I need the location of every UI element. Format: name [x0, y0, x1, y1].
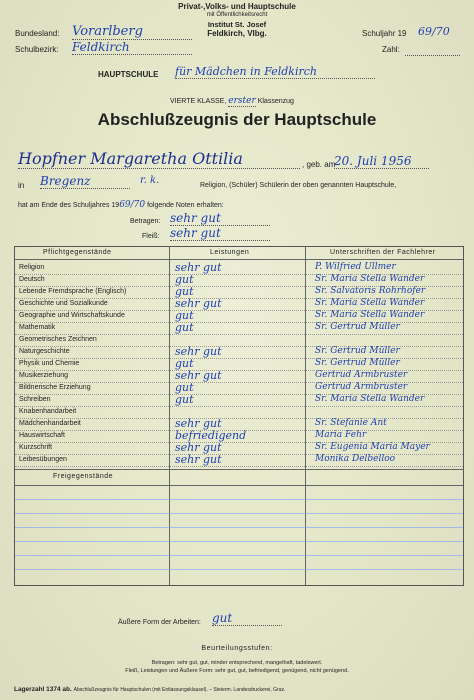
subject-name: Knabenhandarbeit: [19, 408, 77, 415]
grade-value: gut: [175, 273, 194, 286]
grade-value: gut: [175, 321, 194, 334]
teacher-signature: Sr. Gertrud Müller: [315, 346, 400, 356]
grade-value: sehr gut: [175, 441, 222, 454]
schuljahr-label: Schuljahr 19: [362, 29, 407, 38]
teacher-signature: Maria Fehr: [315, 430, 367, 440]
subject-name: Deutsch: [19, 276, 45, 283]
grade-value: sehr gut: [175, 369, 222, 382]
subject-name: Schreiben: [19, 396, 51, 403]
subject-name: Musikerziehung: [19, 372, 69, 379]
religion-value: r. k.: [140, 175, 160, 186]
klasse-suffix: Klassenzug: [257, 98, 294, 105]
bundesland-value: Vorarlberg: [72, 24, 192, 40]
klasse-prefix: VIERTE KLASSE,: [170, 98, 227, 105]
freigegenstaende-label: Freigegenstände: [53, 473, 114, 480]
table-row: [15, 455, 463, 467]
grade-value: gut: [175, 357, 194, 370]
col-header-teachers: Unterschriften der Fachlehrer: [330, 249, 436, 256]
form-label: Äußere Form der Arbeiten:: [118, 619, 201, 626]
student-name: Hopfner Margaretha Ottilia: [18, 149, 300, 169]
certificate-title: Abschlußzeugnis der Hauptschule: [97, 110, 377, 129]
school-line-4: Feldkirch, Vlbg.: [207, 29, 267, 38]
fleiss-label: Fleiß:: [142, 233, 160, 240]
year-line: [18, 200, 224, 210]
subject-name: Bildnerische Erziehung: [19, 384, 91, 391]
subject-name: Hauswirtschaft: [19, 432, 65, 439]
teacher-signature: Sr. Stefanie Ant: [315, 418, 387, 428]
schuljahr-value: 69/70: [418, 25, 450, 38]
geb-label: , geb. am: [302, 160, 336, 169]
frei-line: [15, 499, 463, 500]
frei-line: [15, 555, 463, 556]
birthdate: 20. Juli 1956: [334, 154, 429, 169]
year-text-a: hat am Ende des Schuljahres 19: [18, 202, 120, 209]
subject-name: Mädchenhandarbeit: [19, 420, 81, 427]
teacher-signature: Sr. Maria Stella Wander: [315, 298, 425, 308]
teacher-signature: Sr. Maria Stella Wander: [315, 310, 425, 320]
frei-line: [15, 569, 463, 570]
beurteilung-title: Beurteilungsstufen:: [201, 645, 273, 652]
grade-value: sehr gut: [175, 453, 222, 466]
header-divider: [15, 259, 463, 260]
school-line-1: Privat-,Volks- und Hauptschule: [178, 2, 296, 11]
in-label: in: [18, 181, 25, 190]
klasse-line: [170, 96, 294, 106]
subject-name: Physik und Chemie: [19, 360, 80, 367]
year-value: 69/70: [119, 200, 146, 210]
grade-value: sehr gut: [175, 417, 222, 430]
beurteilung-line-2: Fleiß, Leistungen und Äußere Form: sehr gut, gut, befriedigend, genügend, nicht genügend.: [125, 668, 349, 674]
subject-name: Mathematik: [19, 324, 56, 331]
frei-line: [15, 541, 463, 542]
table-row: [15, 323, 463, 335]
grades-table: [14, 246, 464, 586]
grade-value: befriedigend: [175, 429, 247, 442]
teacher-signature: Sr. Maria Stella Wander: [315, 394, 425, 404]
grade-value: gut: [175, 309, 194, 322]
zahl-label: Zahl:: [382, 45, 400, 54]
teacher-signature: Sr. Eugenia Maria Mayer: [315, 442, 430, 452]
teacher-signature: Monika Delbelloo: [315, 454, 396, 464]
year-text-b: folgende Noten erhalten:: [147, 202, 224, 209]
teacher-signature: Sr. Gertrud Müller: [315, 358, 400, 368]
col-header-subjects: Pflichtgegenstände: [43, 249, 112, 256]
birthplace: Bregenz: [40, 174, 130, 189]
teacher-signature: P. Wilfried Ullmer: [315, 262, 396, 272]
frei-header-divider: [15, 485, 463, 486]
form-value: gut: [212, 611, 282, 626]
teacher-signature: Sr. Salvatoris Rohrhofer: [315, 286, 426, 296]
grade-value: gut: [175, 393, 194, 406]
lager-label: Lagerzahl 1374 ab.: [14, 686, 72, 693]
subject-name: Lebende Fremdsprache (Englisch): [19, 288, 127, 295]
printer-line: [14, 686, 285, 693]
fleiss-value: sehr gut: [170, 226, 270, 241]
grade-value: gut: [175, 381, 194, 394]
table-row: [15, 407, 463, 419]
grade-value: sehr gut: [175, 261, 222, 274]
school-line-3: Institut St. Josef: [207, 20, 267, 29]
bundesland-label: Bundesland:: [15, 29, 60, 38]
frei-line: [15, 527, 463, 528]
subject-name: Geographie und Wirtschaftskunde: [19, 312, 125, 319]
zahl-line: [405, 55, 460, 56]
schulbezirk-value: Feldkirch: [72, 40, 192, 55]
school-line-2: mit Öffentlichkeitsrecht: [206, 12, 268, 18]
subject-name: Naturgeschichte: [19, 348, 70, 355]
subject-name: Leibesübungen: [19, 456, 67, 463]
teacher-signature: Gertrud Armbruster: [315, 370, 408, 380]
hauptschule-value: für Mädchen in Feldkirch: [175, 65, 375, 79]
lager-text: Abschlußzeugnis für Hauptschulen (mit Entlassungsklausel). – Steierm. Landesdruckerei, Graz.: [73, 687, 286, 693]
teacher-signature: Sr. Maria Stella Wander: [315, 274, 425, 284]
grade-value: gut: [175, 285, 194, 298]
subject-name: Religion: [19, 264, 45, 271]
schulbezirk-label: Schulbezirk:: [15, 45, 59, 54]
frei-line: [15, 513, 463, 514]
table-row: [15, 395, 463, 407]
grade-value: sehr gut: [175, 297, 222, 310]
beurteilung-line-1: Betragen: sehr gut, gut, minder entsprechend, mangelhaft, tadelswert.: [151, 660, 323, 666]
table-row: [15, 443, 463, 455]
grade-value: sehr gut: [175, 345, 222, 358]
betragen-label: Betragen:: [130, 218, 161, 225]
religion-text: Religion, (Schüler) Schülerin der oben genannten Hauptschule,: [200, 182, 397, 189]
subject-name: Geometrisches Zeichnen: [19, 336, 97, 343]
teacher-signature: Gertrud Armbruster: [315, 382, 408, 392]
subject-name: Kurzschrift: [19, 444, 53, 451]
betragen-value: sehr gut: [170, 211, 270, 226]
klasse-value: erster: [228, 96, 256, 106]
hauptschule-label: HAUPTSCHULE: [98, 70, 159, 79]
subject-name: Geschichte und Sozialkunde: [19, 300, 108, 307]
col-header-grades: Leistungen: [210, 249, 250, 256]
teacher-signature: Sr. Gertrud Müller: [315, 322, 400, 332]
frei-divider: [15, 469, 463, 470]
